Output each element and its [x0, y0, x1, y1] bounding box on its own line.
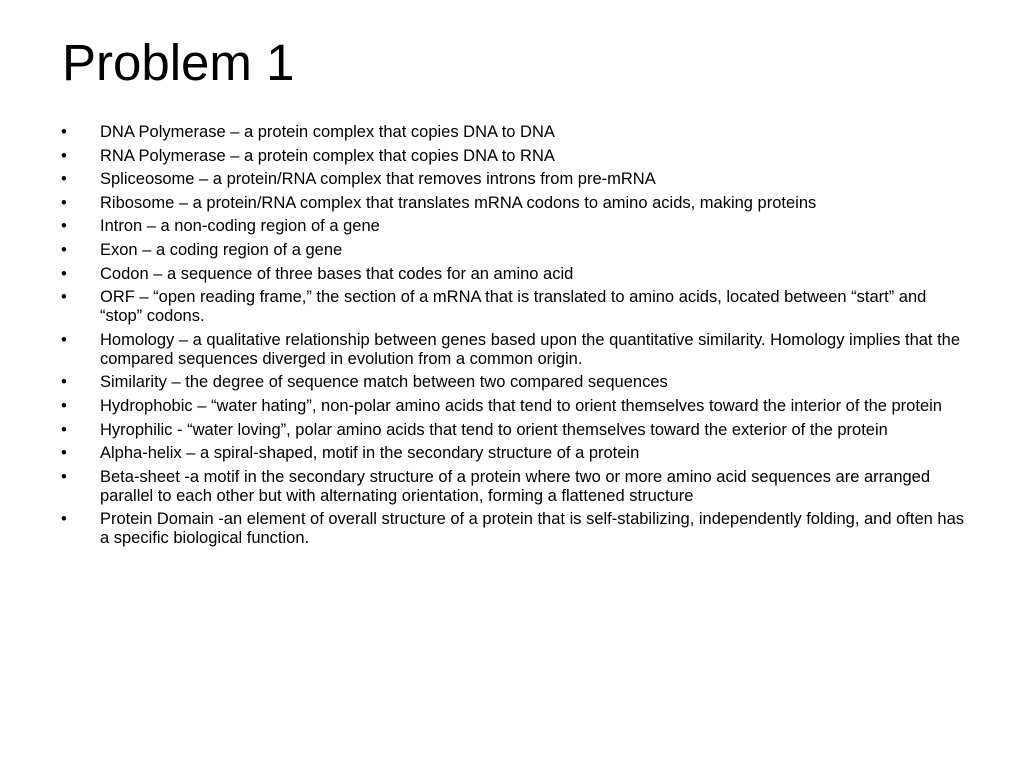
bullet-icon: •: [61, 373, 67, 392]
list-item: [61, 444, 971, 463]
bullet-icon: •: [61, 420, 67, 439]
list-item: [61, 510, 971, 548]
list-item-text: Protein Domain -an element of overall structure of a protein that is self-stabilizing, independently folding, and often has a specific biological function.: [100, 510, 964, 548]
list-item-text: ORF – “open reading frame,” the section of a mRNA that is translated to amino acids, located between “start” and “stop” codons.: [100, 288, 927, 326]
list-item-text: Beta-sheet -a motif in the secondary structure of a protein where two or more amino acid sequences are arranged parallel to each other but with alternating orientation, forming a flattened structure: [100, 467, 931, 505]
list-item-text: Spliceosome – a protein/RNA complex that removes introns from pre-mRNA: [100, 170, 656, 189]
list-item-text: Similarity – the degree of sequence match between two compared sequences: [100, 373, 668, 392]
bullet-icon: •: [61, 146, 67, 165]
list-item-text: Hyrophilic - “water loving”, polar amino acids that tend to orient themselves toward the exterior of the protein: [100, 420, 888, 439]
list-item: [61, 217, 971, 236]
list-item: [61, 421, 971, 440]
list-item-text: RNA Polymerase – a protein complex that copies DNA to RNA: [100, 146, 555, 165]
list-item-text: Ribosome – a protein/RNA complex that translates mRNA codons to amino acids, making proteins: [100, 193, 817, 212]
list-item-text: DNA Polymerase – a protein complex that copies DNA to DNA: [100, 123, 555, 141]
list-item: [61, 288, 971, 326]
bullet-icon: •: [61, 240, 67, 259]
bullet-icon: •: [61, 123, 67, 141]
list-item-text: Hydrophobic – “water hating”, non-polar amino acids that tend to orient themselves toward the interior of the protein: [100, 396, 942, 415]
list-item: [61, 373, 971, 392]
list-item-text: Codon – a sequence of three bases that codes for an amino acid: [100, 264, 574, 283]
bullet-icon: •: [61, 264, 67, 283]
list-item: [61, 468, 971, 506]
slide-title: Problem 1: [62, 34, 295, 91]
list-item: [61, 123, 971, 142]
list-item: [61, 331, 971, 369]
list-item: [61, 194, 971, 213]
list-item-text: Intron – a non-coding region of a gene: [100, 217, 380, 236]
list-item: [61, 147, 971, 166]
bullet-icon: •: [61, 444, 67, 463]
bullet-icon: •: [61, 170, 67, 189]
list-item-text: Alpha-helix – a spiral-shaped, motif in the secondary structure of a protein: [100, 444, 640, 463]
list-item: [61, 397, 971, 416]
list-item: [61, 265, 971, 284]
bullet-icon: •: [61, 288, 67, 307]
list-item: [61, 170, 971, 189]
bullet-icon: •: [61, 217, 67, 236]
bullet-icon: •: [61, 193, 67, 212]
list-item-text: Exon – a coding region of a gene: [100, 240, 343, 259]
definitions-list: [61, 123, 971, 553]
bullet-icon: •: [61, 467, 67, 486]
bullet-icon: •: [61, 330, 67, 349]
list-item-text: Homology – a qualitative relationship between genes based upon the quantitative similarity. Homology implies that the compared sequences diverged in evolution from a common origin.: [100, 330, 961, 368]
bullet-icon: •: [61, 396, 67, 415]
list-item: [61, 241, 971, 260]
bullet-icon: •: [61, 510, 67, 529]
